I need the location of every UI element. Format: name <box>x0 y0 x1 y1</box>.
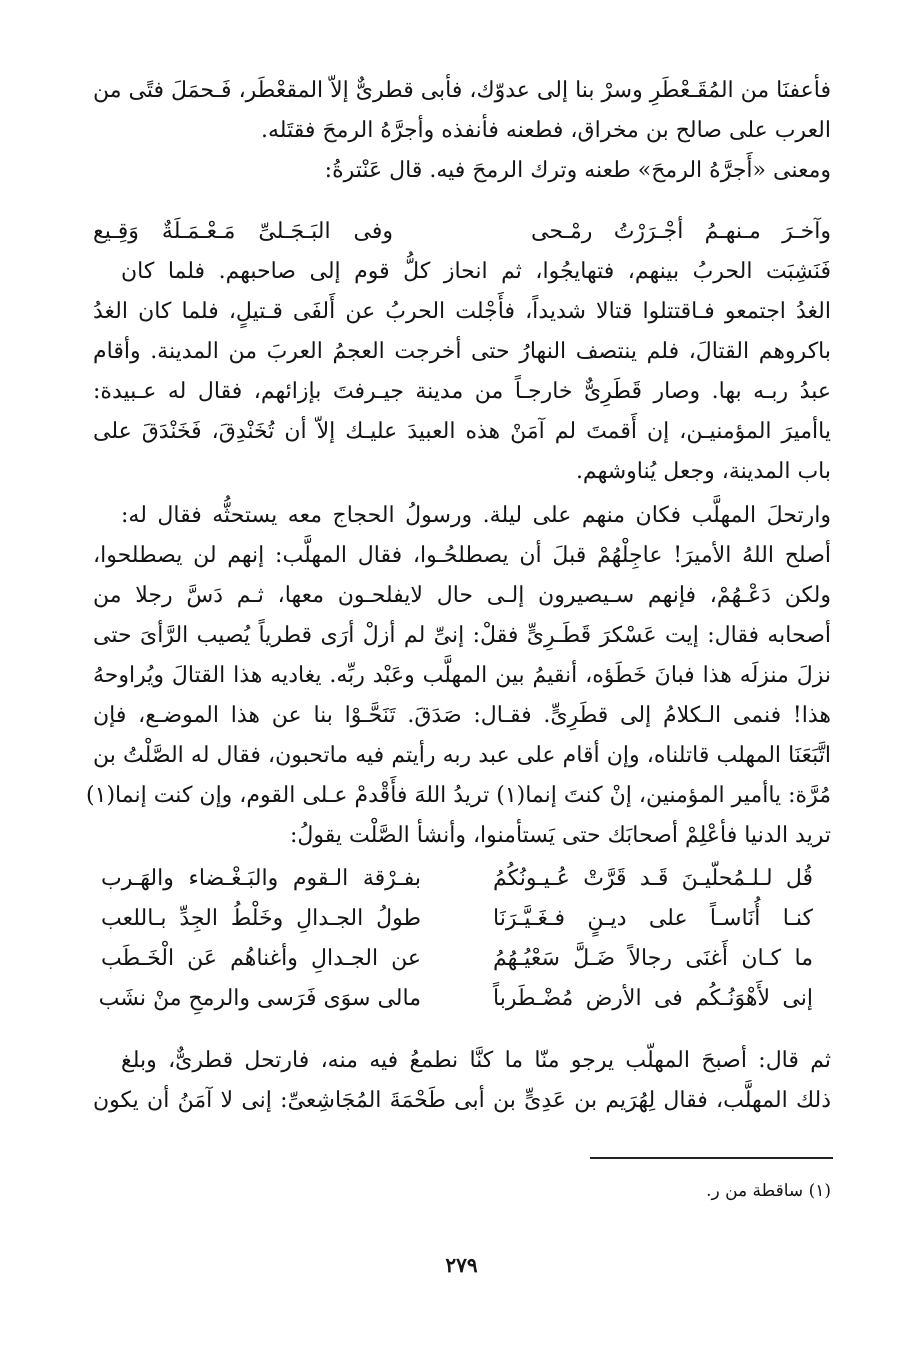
text-line: نزلَ منزلَه هذا فبانَ خَطَؤه، أنقيمُ بين المهلَّب وعَبْد ربِّه. يغاديه هذا القتالَ ويُراوحهُ <box>93 663 831 688</box>
poem-verse <box>98 980 813 1018</box>
text-line: هذا! فنمى الـكلامُ إلى قطَرِىٍّ. فقـال: صَدَقَ. تَنَحَّـوْا بنا عن هذا الموضـع، فإن <box>93 703 831 728</box>
text-line: عبدُ ربـه بها. وصار قَطَرِىٌّ خارجـاً من مدينة جيـرفتَ بإزائهم، فقال له عـبيدة: <box>93 379 831 404</box>
footnote-divider <box>590 1157 833 1159</box>
poem-verse <box>101 940 813 978</box>
verse-second-hemistich: مالى سوَى فَرَسى والرمحِ منْ نشَب <box>98 986 421 1011</box>
verse-first-hemistich: ما كـان أَغنَى رجالاً ضَـلَّ سَعْيُـهُمُ <box>493 946 813 971</box>
text-line: فَنَشِبَت الحربُ بينهم، فتهايجُوا، ثم انحاز كلُّ قوم إلى صاحبهم. فلما كان <box>121 259 831 284</box>
poem-verse <box>101 900 813 938</box>
page-number: ٢٧٩ <box>445 1253 478 1277</box>
poem-verse <box>101 860 813 898</box>
verse-second-hemistich: بفـرْقة الـقوم والبَـغْـضاء والهَـرب <box>101 866 421 891</box>
text-line: اتَّبَعَنَا المهلب قاتلناه، وإن أقام على عبد ربه رأيتم فيه ماتحبون، فقال له الصَّلْتُ بن <box>93 743 831 768</box>
text-line: وارتحلَ المهلَّب فكان منهم على ليلة. ورسولُ الحجاج معه يستحثُّه فقال له: <box>121 503 831 528</box>
text-line: ذلك المهلَّب، فقال لِهُرَيم بن عَدِىٍّ بن أبى طَحْمَةَ المُجَاشِعىِّ: إنى لا آمَنُ أن يكون <box>93 1088 831 1113</box>
text-line: ياأميرَ المؤمنيـن، إن أَقمتَ لم آمَنْ هذه العبيدَ عليـك إلاّ أن تُخَنْدِقَ، فَخَنْدَقَ على <box>93 419 831 444</box>
text-line: باب المدينة، وجعل يُناوشهم. <box>575 459 831 484</box>
text-line: ولكن دَعْـهُمْ، فإنهم سـيصيرون إلـى حال لايفلحـون معها، ثـم دَسَّ رجلا من <box>93 583 831 608</box>
verse-second-hemistich: وفى البَـجَـلىِّ مَـعْـمَـلَةٌ وَقِـيع <box>93 219 393 244</box>
text-line: الغدُ اجتمعو فـاقتتلوا قتالا شديداً، فأَجْلت الحربُ عن أَلفَى قـتيلٍ، فلما كان الغدُ <box>93 299 831 324</box>
text-line: العرب على صالح بن مخراق، فطعنه فأنفذه وأجرَّهُ الرمحَ فقتَله. <box>261 118 831 143</box>
text-line: أصحابه فقال: إيت عَسْكرَ قَطَـرِىٍّ فقلْ: إنىِّ لم أزلْ أرَى قطرياً يُصيب الرَّأىَ حتى <box>93 623 831 648</box>
verse-first-hemistich: قُل لـلـمُحلّيـنَ قَـد قَرَّتْ عُـيـونُكُمُ <box>493 866 813 891</box>
text-line: فأعفنَا من المُقَـعْطَرِ وسرْ بنا إلى عدوّك، فأبى قطرىٌّ إلاّ المقعْطَر، فَـحمَلَ فتًى من <box>93 78 831 103</box>
text-line: أصلح اللهُ الأميرَ! عاجِلْهُمْ قبلَ أن يصطلحُـوا، فقال المهلَّب: إنهم لن يصطلحوا، <box>93 543 831 568</box>
verse-first-hemistich: كنـا أُنَاسـاً على ديـنٍ فـغَـيَّـرَنَا <box>493 906 813 931</box>
verse-second-hemistich: طولُ الجـدالِ وخَلْطُ الجِدِّ بـاللعب <box>101 906 421 931</box>
footnote: (١) ساقطة من ر. <box>706 1181 831 1201</box>
text-line: ثم قال: أصبحَ المهلّب يرجو منّا ما كنَّا نطمعُ فيه منه، فارتحل قطرىٌّ، وبلغ <box>121 1048 831 1073</box>
text-line: باكروهم القتالَ، فلم ينتصف النهارُ حتى أخرجت العجمُ العربَ من المدينة. وأقام <box>93 339 831 364</box>
text-line: مُرَّة: ياأمير المؤمنين، إنْ كنتَ إنما(١) تريدُ اللهَ فأَقْدمْ عـلى القوم، وإن كنت إنما(١) <box>86 783 831 808</box>
verse-second-hemistich: عن الجـدالِ وأغناهُم عَن الْخَـطَب <box>101 946 421 971</box>
text-line: ومعنى «أَجرَّهُ الرمحَ» طعنه وترك الرمحَ فيه. قال عَنْترةُ: <box>324 158 831 183</box>
verse-first-hemistich: إنى لأَهْوَنُـكُم فى الأرض مُضْـطَرباً <box>493 986 813 1011</box>
verse-first-hemistich: وآخـرَ مـنهـمُ أجْـرَرْتُ رمْـحى <box>531 219 831 244</box>
text-line: تريد الدنيا فأعْلِمْ أصحابَك حتى يَستأمنوا، وأنشأ الصَّلْت يقولُ: <box>290 823 831 848</box>
verse-line <box>93 213 831 251</box>
